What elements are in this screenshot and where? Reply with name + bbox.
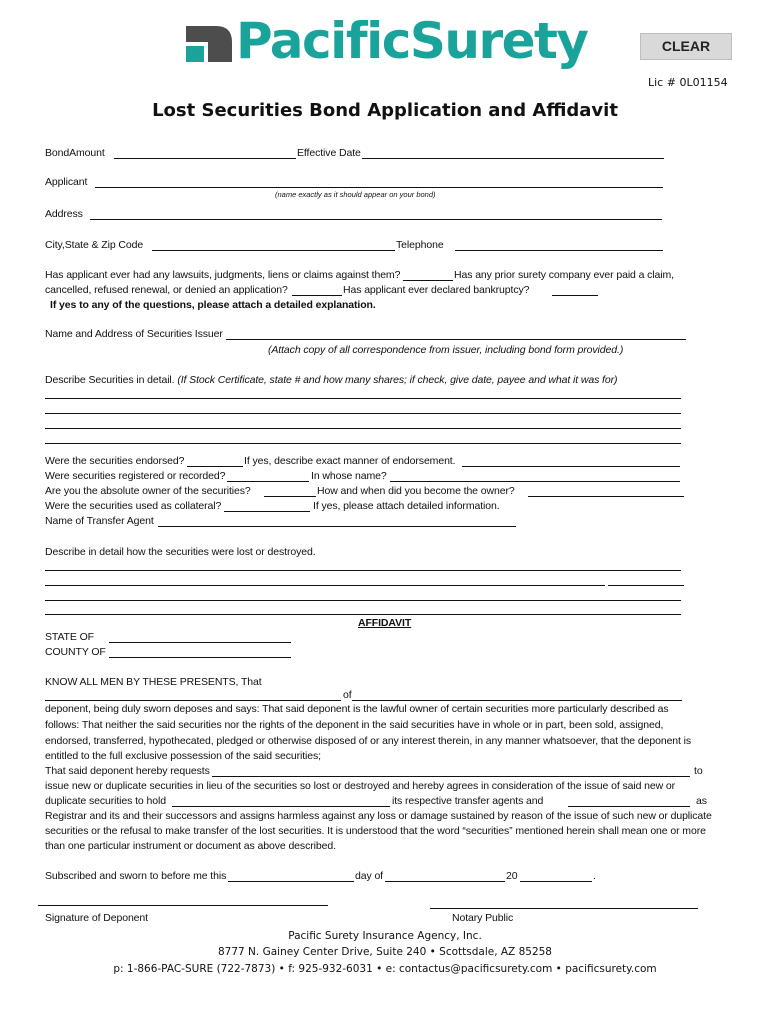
- question-lawsuits: Has applicant ever had any lawsuits, judgments, liens or claims against them?: [45, 269, 401, 281]
- describe-line-3[interactable]: [45, 428, 681, 429]
- license-number: Lic # 0L01154: [648, 76, 728, 89]
- applicant-note: (name exactly as it should appear on your bond): [275, 190, 436, 199]
- lost-description-label: Describe in detail how the securities were lost or destroyed.: [45, 546, 316, 558]
- cancelled-answer-field[interactable]: [292, 295, 342, 296]
- issuer-note: (Attach copy of all correspondence from issuer, including bond form provided.): [268, 344, 624, 356]
- clear-button[interactable]: CLEAR: [640, 33, 732, 60]
- telephone-field[interactable]: [455, 250, 663, 251]
- attach-explanation-note: If yes to any of the questions, please attach a detailed explanation.: [50, 299, 376, 311]
- know-all-men-text: KNOW ALL MEN BY THESE PRESENTS, That: [45, 676, 262, 688]
- endorsed-describe-label: If yes, describe exact manner of endorsement.: [244, 455, 456, 467]
- subscribed-label: Subscribed and sworn to before me this: [45, 870, 227, 882]
- logo-text: PacificSurety: [236, 12, 588, 70]
- transfer-agents-label: its respective transfer agents and: [392, 795, 544, 807]
- hold-label: duplicate securities to hold: [45, 795, 166, 807]
- effective-date-field[interactable]: [362, 158, 664, 159]
- hold-field[interactable]: [172, 806, 390, 807]
- year-prefix-label: 20: [506, 870, 518, 882]
- affidavit-paragraph-5: issue new or duplicate securities in lieu of the securities so lost or destroyed and hereby agrees in consideration of the issue of said new or: [45, 780, 676, 792]
- how-when-owner-field[interactable]: [528, 496, 684, 497]
- subscribed-day-field[interactable]: [228, 881, 354, 882]
- endorsed-field[interactable]: [187, 466, 243, 467]
- issuer-field[interactable]: [226, 339, 686, 340]
- notary-public-label: Notary Public: [452, 912, 514, 924]
- county-field[interactable]: [109, 657, 291, 658]
- day-of-label: day of: [355, 870, 384, 882]
- bond-amount-label: BondAmount: [45, 147, 105, 159]
- affidavit-paragraph-2: follows: That neither the said securities nor the rights of the deponent in the said securities have in whole or in part, been sold, assigned,: [45, 719, 664, 731]
- lost-line-1[interactable]: [45, 570, 681, 571]
- describe-securities-label: Describe Securities in detail. (If Stock Certificate, state # and how many shares; if check, give date, payee and what it was for): [45, 374, 618, 386]
- footer-address: 8777 N. Gainey Center Drive, Suite 240 • Scottsdale, AZ 85258: [218, 946, 552, 958]
- describe-line-1[interactable]: [45, 398, 681, 399]
- address-label: Address: [45, 208, 83, 220]
- logo-mark-icon: [186, 26, 232, 62]
- requests-label: That said deponent hereby requests: [45, 765, 210, 777]
- city-state-zip-label: City,State & Zip Code: [45, 239, 144, 251]
- lost-line-3[interactable]: [45, 600, 681, 601]
- effective-date-label: Effective Date: [297, 147, 361, 159]
- affidavit-paragraph-8: than one particular instrument or document as above described.: [45, 840, 336, 852]
- collateral-attach-note: If yes, please attach detailed information.: [313, 500, 500, 512]
- bond-amount-field[interactable]: [114, 158, 296, 159]
- registrar-field[interactable]: [568, 806, 690, 807]
- notary-signature-line[interactable]: [430, 908, 698, 909]
- lost-line-4[interactable]: [45, 614, 681, 615]
- requests-field[interactable]: [212, 776, 690, 777]
- affidavit-paragraph-4: entitled to the full exclusive possession of the said securities;: [45, 750, 321, 762]
- city-state-zip-field[interactable]: [152, 250, 395, 251]
- collateral-field[interactable]: [224, 511, 310, 512]
- applicant-label: Applicant: [45, 176, 88, 188]
- to-label: to: [694, 765, 703, 777]
- of-label: of: [343, 689, 352, 701]
- question-prior-claim: Has any prior surety company ever paid a claim,: [454, 269, 674, 281]
- subscribed-month-field[interactable]: [385, 881, 505, 882]
- address-field[interactable]: [90, 219, 662, 220]
- whose-name-label: In whose name?: [311, 470, 387, 482]
- subscribed-year-field[interactable]: [520, 881, 592, 882]
- telephone-label: Telephone: [396, 239, 444, 251]
- affidavit-paragraph-6: Registrar and its and their successors and assigns harmless against any loss or damage sustained by reason of the issue of such new or duplicate: [45, 810, 712, 822]
- owner-field[interactable]: [264, 496, 316, 497]
- transfer-agent-field[interactable]: [158, 526, 516, 527]
- collateral-label: Were the securities used as collateral?: [45, 500, 222, 512]
- registered-label: Were securities registered or recorded?: [45, 470, 226, 482]
- question-bankruptcy: Has applicant ever declared bankruptcy?: [343, 284, 530, 296]
- lost-line-2b[interactable]: [608, 585, 684, 586]
- issuer-label: Name and Address of Securities Issuer: [45, 328, 223, 340]
- bankruptcy-answer-field[interactable]: [552, 295, 598, 296]
- affidavit-paragraph-3: endorsed, transferred, hypothecated, pledged or otherwise disposed of or any interest therein, in any manner whatsoever, that the deponent is: [45, 735, 692, 747]
- lost-line-2[interactable]: [45, 585, 605, 586]
- transfer-agent-label: Name of Transfer Agent: [45, 515, 154, 527]
- page-title: Lost Securities Bond Application and Affidavit: [152, 100, 618, 121]
- county-label: COUNTY OF: [45, 646, 106, 658]
- describe-line-4[interactable]: [45, 443, 681, 444]
- deponent-signature-line[interactable]: [38, 905, 328, 906]
- state-field[interactable]: [109, 642, 291, 643]
- deponent-name-field[interactable]: [45, 700, 341, 701]
- affidavit-paragraph-7: securities or the refusal to make transfer of the lost securities. It is understood that the word “securities” mentioned herein shall mean one or more: [45, 825, 706, 837]
- whose-name-field[interactable]: [390, 481, 680, 482]
- lawsuits-answer-field[interactable]: [403, 280, 453, 281]
- endorsement-describe-field[interactable]: [462, 466, 680, 467]
- as-label: as: [696, 795, 707, 807]
- state-label: STATE OF: [45, 631, 94, 643]
- owner-label: Are you the absolute owner of the securities?: [45, 485, 251, 497]
- registered-field[interactable]: [227, 481, 309, 482]
- endorsed-label: Were the securities endorsed?: [45, 455, 185, 467]
- deponent-of-field[interactable]: [352, 700, 682, 701]
- applicant-field[interactable]: [95, 187, 663, 188]
- period-text: .: [593, 870, 596, 882]
- signature-deponent-label: Signature of Deponent: [45, 912, 148, 924]
- describe-line-2[interactable]: [45, 413, 681, 414]
- how-when-owner-label: How and when did you become the owner?: [317, 485, 515, 497]
- footer-company: Pacific Surety Insurance Agency, Inc.: [288, 930, 482, 942]
- affidavit-heading: AFFIDAVIT: [358, 617, 412, 629]
- affidavit-paragraph-1: deponent, being duly sworn deposes and says: That said deponent is the lawful owner of certain securities more particularly described as: [45, 703, 669, 715]
- footer-contact: p: 1-866-PAC-SURE (722-7873) • f: 925-932-6031 • e: contactus@pacificsurety.com • pacificsurety.com: [113, 963, 657, 975]
- question-cancelled: cancelled, refused renewal, or denied an application?: [45, 284, 288, 296]
